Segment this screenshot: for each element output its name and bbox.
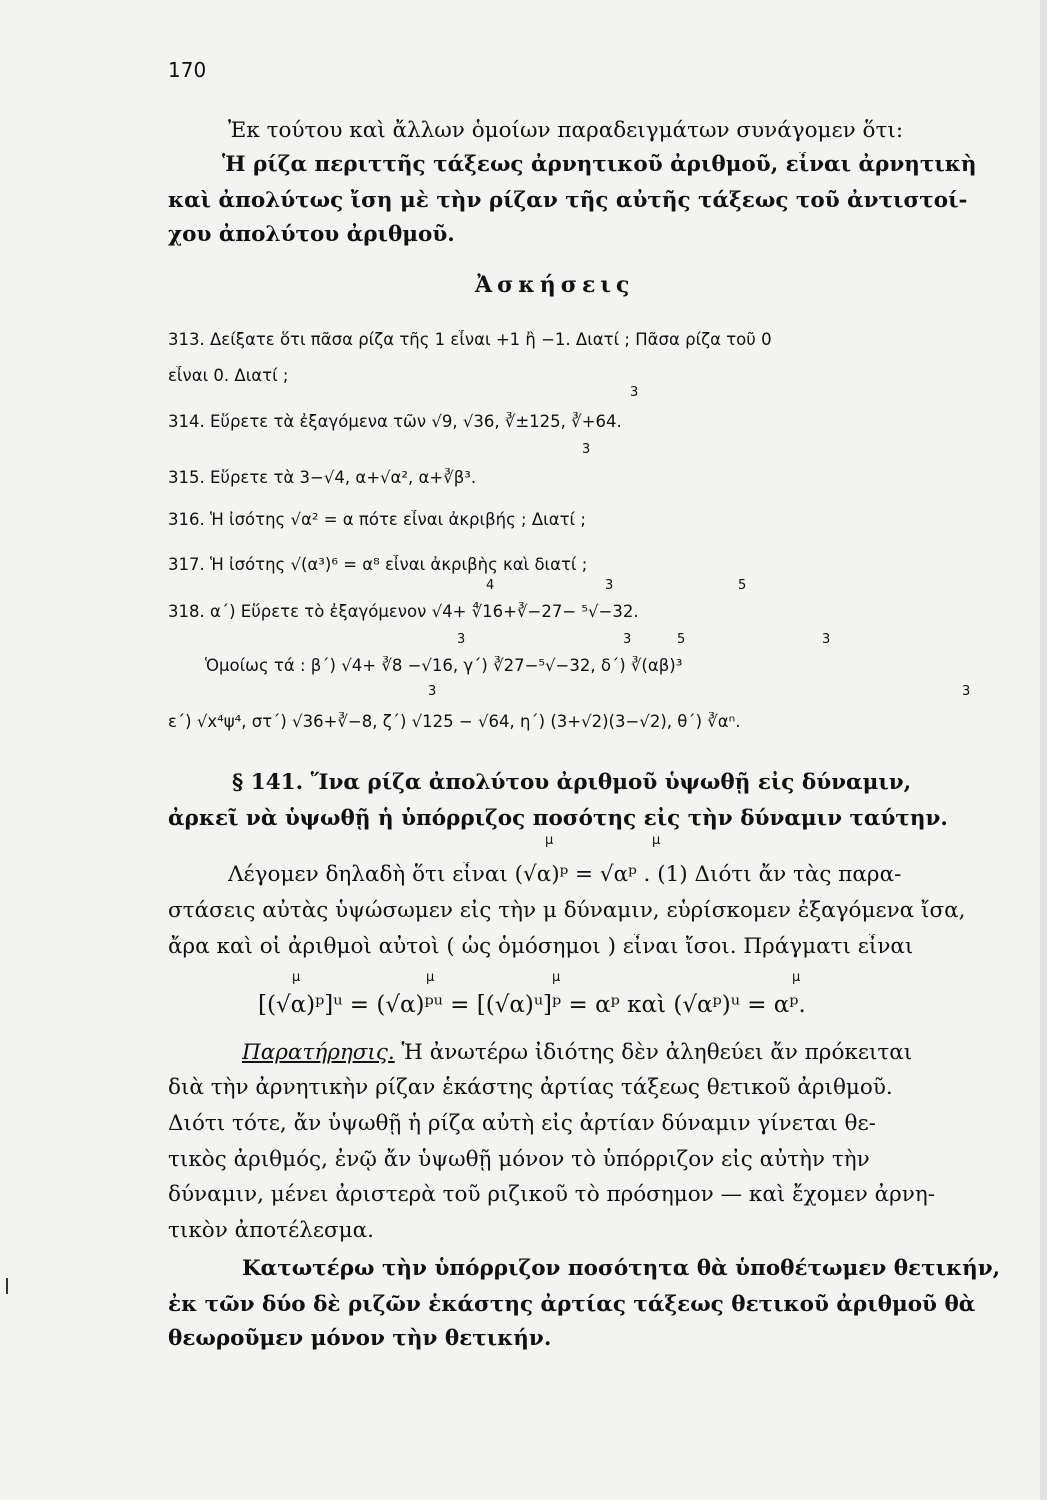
- section-141-title-1: § 141. Ἵνα ρίζα ἀπολύτου ἀριθμοῦ ὑψωθῇ εἰς δύναμιν,: [232, 770, 912, 795]
- rule-line-1: Ἡ ρίζα περιττῆς τάξεως ἀρνητικοῦ ἀριθμοῦ, εἶναι ἀρνητικὴ: [222, 152, 977, 177]
- final-line-2: ἐκ τῶν δύο δὲ ριζῶν ἑκάστης ἀρτίας τάξεως θετικοῦ ἀριθμοῦ θὰ: [168, 1292, 976, 1317]
- section-141-paragraph-line-1: Λέγομεν δηλαδὴ ὅτι εἶναι (√α)ᵖ = √αᵖ . (1) Διότι ἄν τὰς παρα-: [228, 862, 902, 887]
- root-index: 3: [822, 632, 831, 647]
- root-index: μ: [292, 970, 301, 985]
- root-index: μ: [545, 833, 554, 848]
- root-index: μ: [552, 970, 561, 985]
- root-index: μ: [426, 970, 435, 985]
- final-line-3: θεωροῦμεν μόνον τὴν θετικήν.: [168, 1326, 552, 1351]
- page-number: 170: [168, 58, 207, 82]
- root-index: 3: [623, 632, 632, 647]
- root-index: 3: [582, 442, 591, 457]
- root-index: μ: [792, 970, 801, 985]
- section-141-paragraph-line-2: στάσεις αὐτὰς ὑψώσωμεν εἰς τὴν μ δύναμιν, εὑρίσκομεν ἐξαγόμενα ἴσα,: [168, 898, 966, 923]
- intro-line: Ἐκ τούτου καὶ ἄλλων ὁμοίων παραδειγμάτων συνάγομεν ὅτι:: [228, 118, 904, 143]
- exercise-318-c: ε΄) √x⁴ψ⁴, στ΄) √36+∛−8, ζ΄) √125 − √64, η΄) (3+√2)(3−√2), θ΄) ∛αⁿ.: [168, 712, 741, 731]
- section-141-title-2: ἀρκεῖ νὰ ὑψωθῇ ἡ ὑπόρριζος ποσότης εἰς τὴν δύναμιν ταύτην.: [168, 806, 948, 831]
- remark-line-6: τικὸν ἀποτέλεσμα.: [168, 1218, 375, 1243]
- root-index: 3: [962, 684, 971, 699]
- rule-line-3: χου ἀπολύτου ἀριθμοῦ.: [168, 222, 455, 247]
- root-index: μ: [652, 833, 661, 848]
- remark-text: Ἡ ἀνωτέρω ἰδιότης δὲν ἀληθεύει ἄν πρόκειται: [394, 1040, 913, 1065]
- formula-line: [(√α)ᵖ]ᵘ = (√α)ᵖᵘ = [(√α)ᵘ]ᵖ = αᵖ καὶ (√αᵖ)ᵘ = αᵖ.: [258, 992, 806, 1018]
- root-index: 4: [486, 578, 495, 593]
- exercise-318-b: Ὁμοίως τά : β΄) √4+ ∛8 −√16, γ΄) ∛27−⁵√−32, δ΄) ∛(αβ)³: [205, 656, 683, 675]
- exercise-313-line-2: εἶναι 0. Διατί ;: [168, 366, 289, 385]
- remark-line-3: Διότι τότε, ἄν ὑψωθῇ ἡ ρίζα αὐτὴ εἰς ἀρτίαν δύναμιν γίνεται θε-: [168, 1111, 876, 1136]
- exercise-318-a: 318. α΄) Εὕρετε τὸ ἐξαγόμενον √4+ ∜16+∛−27− ⁵√−32.: [168, 602, 639, 621]
- exercise-315: 315. Εὕρετε τὰ 3−√4, α+√α², α+∛β³.: [168, 468, 477, 487]
- remark-line-5: δύναμιν, μένει ἀριστερὰ τοῦ ριζικοῦ τὸ πρόσημον — καὶ ἔχομεν ἀρνη-: [168, 1182, 936, 1207]
- root-index: 3: [457, 632, 466, 647]
- root-index: 3: [630, 385, 639, 400]
- remark-label: Παρατήρησις.: [242, 1040, 395, 1065]
- final-line-1: Κατωτέρω τὴν ὑπόρριζον ποσότητα θὰ ὑποθέτωμεν θετικήν,: [242, 1256, 1001, 1281]
- exercise-313-line-1: 313. Δείξατε ὅτι πᾶσα ρίζα τῆς 1 εἶναι +1 ἢ −1. Διατί ; Πᾶσα ρίζα τοῦ 0: [168, 330, 772, 349]
- margin-mark: [6, 1278, 8, 1294]
- exercise-317: 317. Ἡ ἰσότης √(α³)⁶ = α⁸ εἶναι ἀκριβὴς καὶ διατί ;: [168, 555, 588, 574]
- remark-line-4: τικὸς ἀριθμός, ἐνῷ ἄν ὑψωθῇ μόνον τὸ ὑπόρριζον εἰς αὐτὴν τὴν: [168, 1147, 870, 1172]
- root-index: 3: [605, 578, 614, 593]
- root-index: 5: [738, 578, 747, 593]
- root-index: 5: [677, 632, 686, 647]
- section-141-paragraph-line-3: ἄρα καὶ οἱ ἀριθμοὶ αὐτοὶ ( ὡς ὁμόσημοι ) εἶναι ἴσοι. Πράγματι εἶναι: [168, 934, 914, 959]
- rule-line-2: καὶ ἀπολύτως ἴση μὲ τὴν ρίζαν τῆς αὐτῆς τάξεως τοῦ ἀντιστοί-: [168, 188, 968, 213]
- remark-line-2: διὰ τὴν ἀρνητικὴν ρίζαν ἑκάστης ἀρτίας τάξεως θετικοῦ ἀριθμοῦ.: [168, 1075, 893, 1100]
- exercises-heading: Ἀσκήσεις: [475, 272, 635, 298]
- root-index: 3: [428, 684, 437, 699]
- exercise-316: 316. Ἡ ἰσότης √α² = α πότε εἶναι ἀκριβής ; Διατί ;: [168, 510, 586, 529]
- remark-line-1: [242, 1040, 1047, 1065]
- exercise-314: 314. Εὕρετε τὰ ἐξαγόμενα τῶν √9, √36, ∛±125, ∛+64.: [168, 412, 622, 431]
